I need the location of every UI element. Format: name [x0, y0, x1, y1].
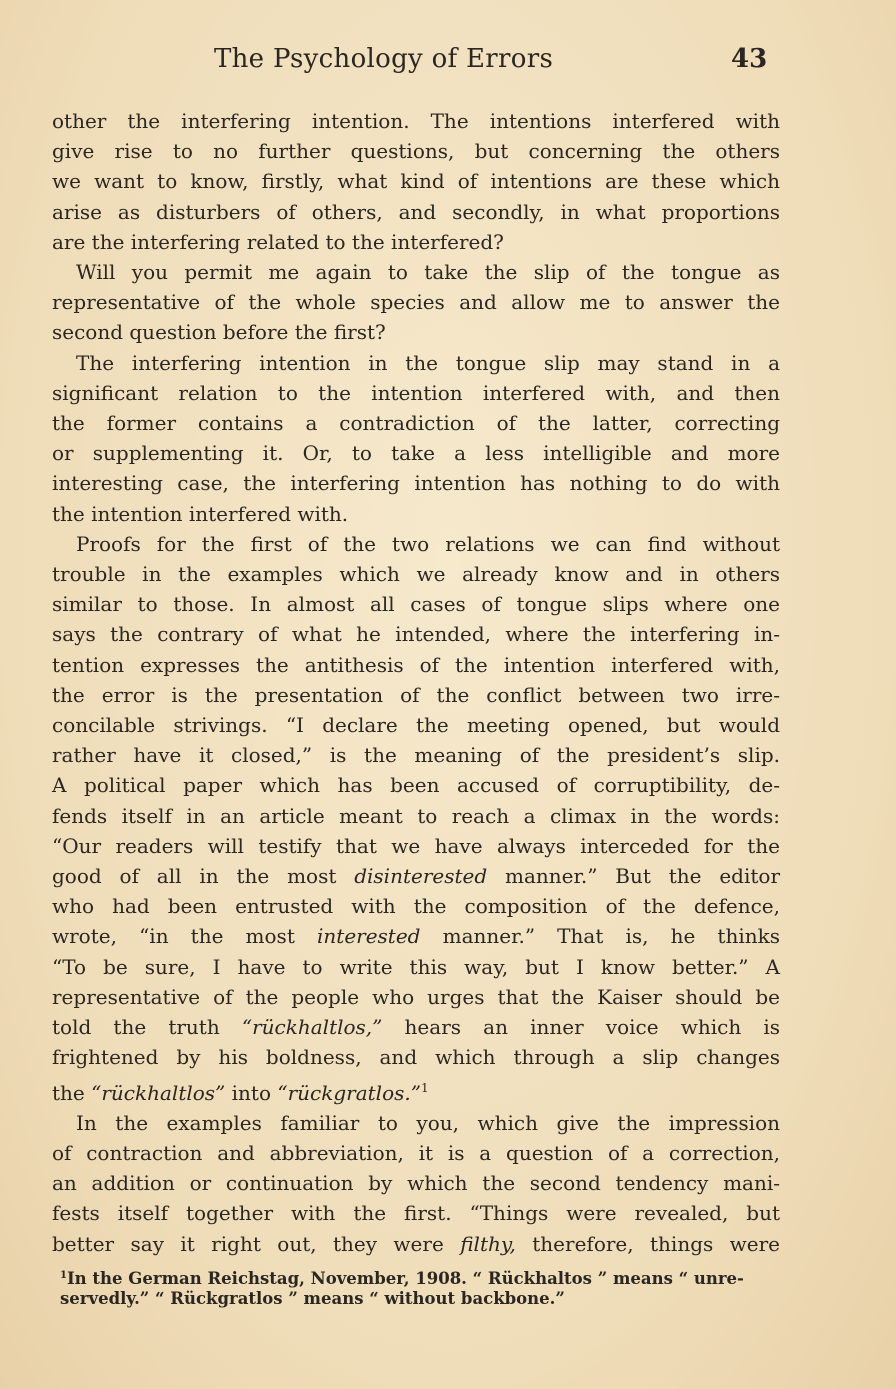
- text-line: concilable strivings. “I declare the meeting opened, but would: [52, 713, 780, 738]
- text-line: we want to know, firstly, what kind of intentions are these which: [52, 169, 780, 194]
- italic-word: interested: [317, 924, 421, 949]
- text-line: interesting case, the interfering intention has nothing to do with: [52, 471, 780, 496]
- text-line-with-italic: [52, 1012, 780, 1042]
- text-line: the former contains a contradiction of the latter, correcting: [52, 411, 780, 436]
- text-line: says the contrary of what he intended, where the interfering in-: [52, 622, 780, 647]
- italic-word: filthy,: [460, 1231, 516, 1256]
- footnote: [60, 1266, 790, 1309]
- text-line: trouble in the examples which we already know and in others: [52, 562, 780, 587]
- text-line: give rise to no further questions, but concerning the others: [52, 139, 780, 164]
- text-segment: manner.” But the editor: [505, 864, 781, 889]
- text-segment: told the truth: [52, 1015, 220, 1040]
- footnote-reference[interactable]: 1: [420, 1080, 429, 1095]
- text-line: The interfering intention in the tongue slip may stand in a: [76, 350, 780, 375]
- paragraph-5: [52, 1108, 780, 1259]
- text-line: representative of the people who urges that the Kaiser should be: [52, 984, 780, 1009]
- text-line: rather have it closed,” is the meaning of the president’s slip.: [52, 743, 780, 768]
- text-line: or supplementing it. Or, to take a less intelligible and more: [52, 441, 780, 466]
- footnote-text-line: servedly.” “ Rückgratlos ” means “ without backbone.”: [60, 1289, 565, 1308]
- text-line: are the interfering related to the interfered?: [52, 229, 504, 254]
- body-text: [52, 106, 780, 1259]
- text-line: Will you permit me again to take the slip of the tongue as: [76, 260, 780, 285]
- text-line: other the interfering intention. The intentions interfered with: [52, 109, 780, 133]
- text-line: similar to those. In almost all cases of tongue slips where one: [52, 592, 780, 617]
- text-segment: wrote, “in the most: [52, 924, 295, 949]
- text-line-with-italic: [52, 1073, 780, 1108]
- text-line: “To be sure, I have to write this way, but I know better.” A: [52, 954, 780, 979]
- text-segment: therefore, things were: [532, 1231, 781, 1256]
- paragraph-4: [52, 529, 780, 1108]
- italic-word: “rückhaltlos”: [91, 1080, 226, 1105]
- text-segment: hears an inner voice which is: [404, 1015, 781, 1040]
- text-line: significant relation to the intention interfered with, and then: [52, 380, 780, 405]
- text-line: the intention interfered with.: [52, 501, 349, 526]
- italic-word: disinterested: [354, 864, 488, 889]
- text-line: Proofs for the first of the two relations we can find without: [76, 531, 780, 556]
- text-line: who had been entrusted with the composition of the defence,: [52, 894, 780, 919]
- paragraph-1: [52, 106, 780, 257]
- text-segment: manner.” That is, he thinks: [442, 924, 781, 949]
- text-line: an addition or continuation by which the second tendency mani-: [52, 1171, 780, 1196]
- text-line-with-italic: [52, 1229, 780, 1259]
- running-title: The Psychology of Errors: [214, 44, 554, 74]
- paragraph-2: [52, 257, 780, 348]
- text-line: second question before the first?: [52, 320, 386, 345]
- text-line: arise as disturbers of others, and secondly, in what proportions: [52, 199, 780, 224]
- italic-word: “rückhaltlos,”: [241, 1015, 383, 1040]
- text-line: fests itself together with the first. “Things were revealed, but: [52, 1201, 780, 1226]
- text-line: the error is the presentation of the conflict between two irre-: [52, 682, 780, 707]
- text-line: of contraction and abbreviation, it is a question of a correction,: [52, 1140, 780, 1165]
- footnote-text-line: In the German Reichstag, November, 1908. “ Rückhaltos ” means “ unre-: [66, 1269, 744, 1288]
- text-line: “Our readers will testify that we have always interceded for the: [52, 833, 780, 858]
- text-segment: into: [231, 1080, 271, 1105]
- text-line-with-italic: [52, 861, 780, 891]
- text-line: fends itself in an article meant to reach a climax in the words:: [52, 803, 780, 828]
- text-segment: the: [52, 1080, 85, 1105]
- italic-word: “rückgratlos.”: [277, 1080, 421, 1105]
- text-line: frightened by his boldness, and which through a slip changes: [52, 1045, 780, 1070]
- text-line: representative of the whole species and allow me to answer the: [52, 290, 780, 315]
- footnote-marker: 1: [60, 1270, 67, 1281]
- text-segment: better say it right out, they were: [52, 1231, 444, 1256]
- text-segment: good of all in the most: [52, 864, 337, 889]
- text-line: A political paper which has been accused of corruptibility, de-: [52, 773, 780, 798]
- running-head: [0, 44, 896, 84]
- paragraph-3: [52, 348, 780, 529]
- text-line: tention expresses the antithesis of the intention interfered with,: [52, 652, 780, 677]
- text-line-with-italic: [52, 921, 780, 951]
- text-line: In the examples familiar to you, which give the impression: [76, 1110, 780, 1135]
- page-number: 43: [731, 44, 768, 74]
